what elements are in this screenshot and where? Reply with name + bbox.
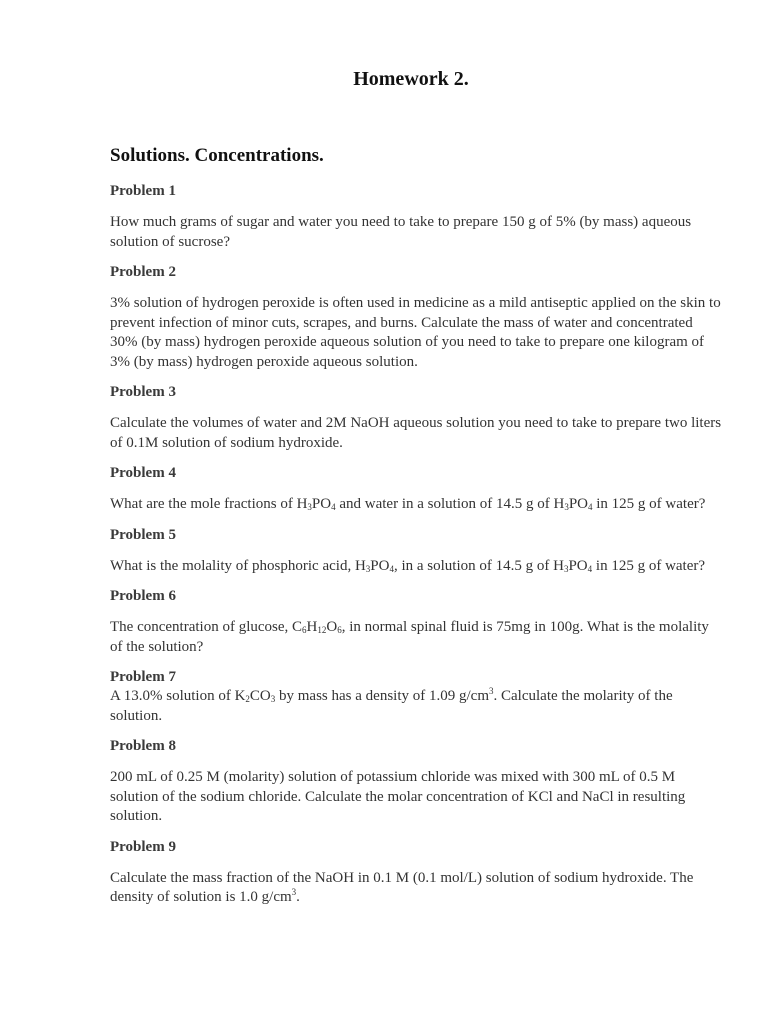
problem-text: What is the molality of phosphoric acid, $H_3PO_4$, in a solution of 14.5 g of $H_3PO_4$ in 125 g of water? bbox=[110, 557, 706, 574]
problem-list bbox=[110, 182, 722, 908]
problem-2 bbox=[110, 263, 722, 372]
subscript: 2 bbox=[245, 694, 250, 704]
problem-9 bbox=[110, 838, 722, 908]
subscript: 3 bbox=[564, 502, 569, 512]
problem-1 bbox=[110, 182, 722, 252]
problem-text: The concentration of glucose, $C_6H_{12}O_6$, in normal spinal fluid is 75mg in 100g. What is the molality of the solution? bbox=[110, 619, 709, 655]
problem-heading: Problem 8 bbox=[110, 738, 176, 754]
problem-text: What are the mole fractions of $H_3PO_4$ and water in a solution of 14.5 g of $H_3PO_4$ in 125 g of water? bbox=[110, 496, 706, 512]
subscript: 3 bbox=[563, 563, 569, 574]
subscript: 12 bbox=[317, 625, 327, 635]
problem-text: 3% solution of hydrogen peroxide is often used in medicine as a mild antiseptic applied on the skin to prevent infection of minor cuts, scrapes, and burns. Calculate the mass of water and concentrated 30% (by mass) hydrogen peroxide aqueous solution of you need to take to prepare one kilogram of 3% (by mass) hydrogen peroxide aqueous solution. bbox=[110, 295, 721, 370]
problem-heading: Problem 6 bbox=[110, 588, 176, 604]
section-title: Solutions. Concentrations. bbox=[110, 145, 324, 166]
problem-7 bbox=[110, 668, 722, 726]
problem-heading: Problem 2 bbox=[110, 264, 176, 280]
problem-text: 200 mL of 0.25 M (molarity) solution of potassium chloride was mixed with 300 mL of 0.5 M solution of the sodium chloride. Calculate the molar concentration of KCl and NaCl in resulting solution. bbox=[110, 769, 686, 824]
problem-text: Calculate the volumes of water and 2M NaOH aqueous solution you need to take to prepare two liters of 0.1M solution of sodium hydroxide. bbox=[110, 415, 722, 451]
problem-heading: Problem 4 bbox=[110, 465, 176, 481]
superscript: 3 bbox=[291, 887, 297, 897]
problem-text: How much grams of sugar and water you need to take to prepare 150 g of 5% (by mass) aqueous solution of sucrose? bbox=[110, 214, 692, 250]
problem-4 bbox=[110, 464, 722, 515]
subscript: 4 bbox=[587, 563, 593, 574]
problem-heading: Problem 7 bbox=[110, 669, 176, 685]
problem-heading: Problem 9 bbox=[110, 838, 176, 855]
problem-8 bbox=[110, 737, 722, 827]
problem-3 bbox=[110, 383, 722, 453]
superscript: 3 bbox=[489, 686, 494, 696]
problem-heading: Problem 5 bbox=[110, 526, 176, 543]
subscript: 4 bbox=[588, 502, 593, 512]
subscript: 3 bbox=[365, 563, 371, 574]
problem-5 bbox=[110, 526, 722, 577]
subscript: 3 bbox=[270, 694, 276, 704]
problem-text: Calculate the mass fraction of the NaOH in 0.1 M (0.1 mol/L) solution of sodium hydroxide. The density of solution is 1.0 $g/cm^3$. bbox=[110, 869, 694, 905]
subscript: 4 bbox=[331, 502, 336, 512]
document-title: Homework 2. bbox=[353, 68, 469, 90]
subscript: 6 bbox=[337, 625, 342, 635]
subscript: 6 bbox=[302, 625, 307, 635]
problem-6 bbox=[110, 587, 722, 657]
problem-text: A 13.0% solution of $K_2CO_3$ by mass has a density of 1.09 $g/cm^3$. Calculate the molarity of the solution. bbox=[110, 686, 673, 724]
subscript: 3 bbox=[307, 502, 312, 512]
problem-heading: Problem 3 bbox=[110, 384, 176, 400]
subscript: 4 bbox=[389, 563, 394, 574]
problem-heading: Problem 1 bbox=[110, 183, 176, 199]
